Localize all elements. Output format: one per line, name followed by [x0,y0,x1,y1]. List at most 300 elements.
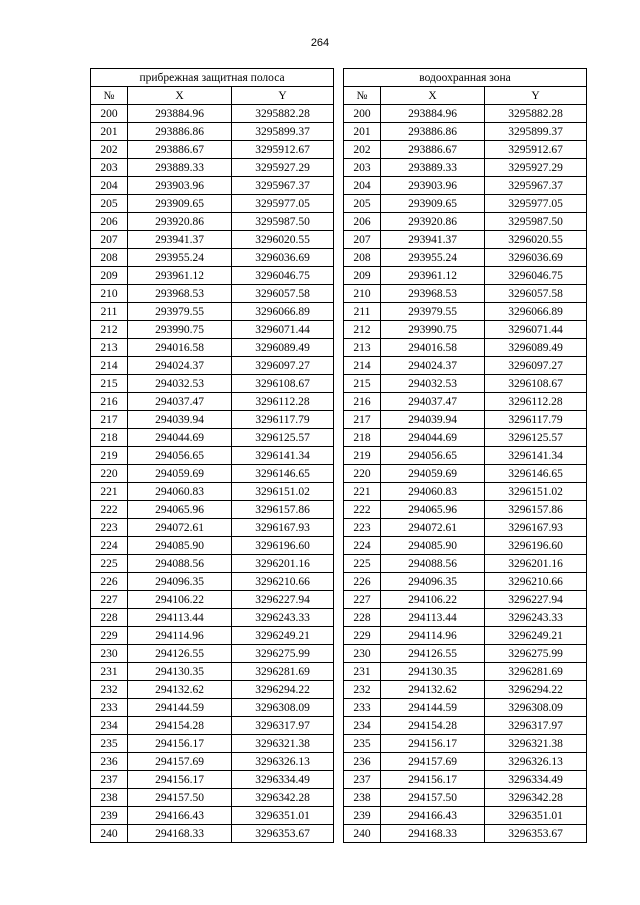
right-point-number-cell: 213 [344,339,381,357]
right-point-number-cell: 231 [344,663,381,681]
right-y-cell: 3296321.38 [485,735,587,753]
left-y-cell: 3296089.49 [232,339,334,357]
right-y-cell: 3296089.49 [485,339,587,357]
right-y-cell: 3296108.67 [485,375,587,393]
left-point-number-cell: 226 [91,573,128,591]
table-row [91,465,587,483]
table-row [91,825,587,843]
left-x-cell: 294168.33 [128,825,232,843]
table-row [91,123,587,141]
right-x-cell: 294154.28 [381,717,485,735]
left-y-cell: 3296227.94 [232,591,334,609]
column-gap [334,645,344,663]
right-x-cell: 294126.55 [381,645,485,663]
right-y-cell: 3296243.33 [485,609,587,627]
left-point-number-cell: 222 [91,501,128,519]
table-row [91,501,587,519]
table-row [91,735,587,753]
left-y-cell: 3296066.89 [232,303,334,321]
right-y-cell: 3296157.86 [485,501,587,519]
left-y-cell: 3296351.01 [232,807,334,825]
left-y-cell: 3296167.93 [232,519,334,537]
right-y-cell: 3295967.37 [485,177,587,195]
column-gap [334,195,344,213]
right-y-cell: 3296342.28 [485,789,587,807]
column-gap [334,699,344,717]
left-x-cell: 294157.69 [128,753,232,771]
left-point-number-cell: 234 [91,717,128,735]
right-y-cell: 3296249.21 [485,627,587,645]
left-x-cell: 293955.24 [128,249,232,267]
left-point-number-cell: 231 [91,663,128,681]
table-row [91,105,587,123]
column-gap [334,411,344,429]
left-point-number-cell: 200 [91,105,128,123]
table-row [91,645,587,663]
left-x-cell: 294106.22 [128,591,232,609]
left-x-cell: 294088.56 [128,555,232,573]
right-point-number-cell: 216 [344,393,381,411]
column-gap [334,321,344,339]
right-y-cell: 3296317.97 [485,717,587,735]
right-point-number-cell: 215 [344,375,381,393]
column-gap [334,807,344,825]
table-row [91,789,587,807]
left-x-cell: 293884.96 [128,105,232,123]
right-y-cell: 3296020.55 [485,231,587,249]
column-gap [334,825,344,843]
right-x-cell: 294044.69 [381,429,485,447]
table-row [91,555,587,573]
column-gap [334,735,344,753]
table-row [91,429,587,447]
right-x-cell: 294156.17 [381,771,485,789]
right-point-number-cell: 222 [344,501,381,519]
left-y-cell: 3295912.67 [232,141,334,159]
left-point-number-cell: 213 [91,339,128,357]
table-row [91,807,587,825]
left-x-cell: 294126.55 [128,645,232,663]
left-y-cell: 3296353.67 [232,825,334,843]
left-x-cell: 294060.83 [128,483,232,501]
right-x-cell: 294096.35 [381,573,485,591]
column-gap [334,339,344,357]
column-gap [334,573,344,591]
table-row [91,159,587,177]
left-point-number-cell: 235 [91,735,128,753]
table-body [91,105,587,843]
coordinates-table [90,68,587,843]
left-y-cell: 3296249.21 [232,627,334,645]
left-x-cell: 294096.35 [128,573,232,591]
left-x-cell: 294024.37 [128,357,232,375]
left-point-number-cell: 224 [91,537,128,555]
table-row [91,609,587,627]
column-gap [334,591,344,609]
right-point-number-cell: 228 [344,609,381,627]
column-gap [334,87,344,105]
right-point-number-cell: 240 [344,825,381,843]
left-y-cell: 3295899.37 [232,123,334,141]
left-point-number-cell: 218 [91,429,128,447]
left-x-cell: 294016.58 [128,339,232,357]
left-y-cell: 3296141.34 [232,447,334,465]
table-row [91,357,587,375]
right-x-cell: 293941.37 [381,231,485,249]
right-y-cell: 3296141.34 [485,447,587,465]
left-y-cell: 3296117.79 [232,411,334,429]
right-x-cell: 294059.69 [381,465,485,483]
left-point-number-cell: 204 [91,177,128,195]
left-point-number-cell: 208 [91,249,128,267]
right-x-cell: 293979.55 [381,303,485,321]
column-gap [334,519,344,537]
left-point-number-cell: 240 [91,825,128,843]
left-x-cell: 294154.28 [128,717,232,735]
left-x-cell: 293979.55 [128,303,232,321]
right-x-cell: 293884.96 [381,105,485,123]
right-y-cell: 3295912.67 [485,141,587,159]
left-point-number-cell: 211 [91,303,128,321]
left-point-number-cell: 209 [91,267,128,285]
left-point-number-cell: 238 [91,789,128,807]
right-point-number-cell: 224 [344,537,381,555]
page-number: 264 [310,37,330,49]
table-row [91,393,587,411]
left-y-cell: 3296243.33 [232,609,334,627]
left-y-cell: 3296342.28 [232,789,334,807]
right-point-number-cell: 235 [344,735,381,753]
header-y: Y [232,87,334,105]
right-y-cell: 3295977.05 [485,195,587,213]
left-x-cell: 293968.53 [128,285,232,303]
right-y-cell: 3296326.13 [485,753,587,771]
table-title-row [91,69,587,87]
right-y-cell: 3296308.09 [485,699,587,717]
right-x-cell: 294144.59 [381,699,485,717]
left-x-cell: 294056.65 [128,447,232,465]
right-point-number-cell: 238 [344,789,381,807]
right-x-cell: 293920.86 [381,213,485,231]
table-row [91,195,587,213]
right-point-number-cell: 207 [344,231,381,249]
left-x-cell: 294065.96 [128,501,232,519]
left-x-cell: 293920.86 [128,213,232,231]
left-point-number-cell: 223 [91,519,128,537]
right-y-cell: 3296036.69 [485,249,587,267]
right-x-cell: 294114.96 [381,627,485,645]
right-x-cell: 293903.96 [381,177,485,195]
right-point-number-cell: 223 [344,519,381,537]
right-x-cell: 294072.61 [381,519,485,537]
column-gap [334,501,344,519]
left-x-cell: 294114.96 [128,627,232,645]
left-point-number-cell: 236 [91,753,128,771]
column-gap [334,213,344,231]
right-y-cell: 3296071.44 [485,321,587,339]
right-point-number-cell: 214 [344,357,381,375]
right-point-number-cell: 202 [344,141,381,159]
header-number: № [344,87,381,105]
left-point-number-cell: 217 [91,411,128,429]
right-point-number-cell: 225 [344,555,381,573]
column-gap [334,627,344,645]
right-y-cell: 3296334.49 [485,771,587,789]
column-gap [334,483,344,501]
table-row [91,663,587,681]
right-y-cell: 3296275.99 [485,645,587,663]
table-row [91,519,587,537]
left-point-number-cell: 215 [91,375,128,393]
left-y-cell: 3296157.86 [232,501,334,519]
right-x-cell: 294024.37 [381,357,485,375]
header-number: № [91,87,128,105]
left-y-cell: 3296112.28 [232,393,334,411]
left-x-cell: 294156.17 [128,771,232,789]
column-gap [334,447,344,465]
left-y-cell: 3296036.69 [232,249,334,267]
right-point-number-cell: 230 [344,645,381,663]
left-x-cell: 294166.43 [128,807,232,825]
right-point-number-cell: 227 [344,591,381,609]
left-x-cell: 293941.37 [128,231,232,249]
right-x-cell: 294065.96 [381,501,485,519]
left-x-cell: 294032.53 [128,375,232,393]
left-point-number-cell: 237 [91,771,128,789]
table-row [91,231,587,249]
left-point-number-cell: 201 [91,123,128,141]
left-point-number-cell: 219 [91,447,128,465]
right-x-cell: 294037.47 [381,393,485,411]
left-y-cell: 3296071.44 [232,321,334,339]
column-gap [334,285,344,303]
right-y-cell: 3296201.16 [485,555,587,573]
right-x-cell: 294132.62 [381,681,485,699]
header-y: Y [485,87,587,105]
right-point-number-cell: 200 [344,105,381,123]
column-gap [334,159,344,177]
left-point-number-cell: 230 [91,645,128,663]
column-gap [334,555,344,573]
right-x-cell: 294039.94 [381,411,485,429]
right-y-cell: 3296066.89 [485,303,587,321]
left-section-title: прибрежная защитная полоса [91,69,334,87]
table-row [91,249,587,267]
column-gap [334,393,344,411]
right-point-number-cell: 219 [344,447,381,465]
left-point-number-cell: 216 [91,393,128,411]
column-gap [334,375,344,393]
column-gap [334,105,344,123]
right-y-cell: 3296146.65 [485,465,587,483]
left-x-cell: 294132.62 [128,681,232,699]
left-x-cell: 293909.65 [128,195,232,213]
right-y-cell: 3296057.58 [485,285,587,303]
right-y-cell: 3296281.69 [485,663,587,681]
left-y-cell: 3296275.99 [232,645,334,663]
right-x-cell: 293968.53 [381,285,485,303]
left-y-cell: 3295977.05 [232,195,334,213]
table-row [91,267,587,285]
right-y-cell: 3296210.66 [485,573,587,591]
table-row [91,573,587,591]
column-gap [334,537,344,555]
left-x-cell: 293961.12 [128,267,232,285]
right-x-cell: 294085.90 [381,537,485,555]
right-point-number-cell: 236 [344,753,381,771]
right-point-number-cell: 206 [344,213,381,231]
right-point-number-cell: 201 [344,123,381,141]
left-y-cell: 3296097.27 [232,357,334,375]
left-point-number-cell: 227 [91,591,128,609]
left-x-cell: 293990.75 [128,321,232,339]
left-y-cell: 3296046.75 [232,267,334,285]
column-gap [334,753,344,771]
column-gap [334,231,344,249]
left-x-cell: 294130.35 [128,663,232,681]
header-x: X [128,87,232,105]
right-y-cell: 3296351.01 [485,807,587,825]
table-row [91,717,587,735]
right-x-cell: 294130.35 [381,663,485,681]
left-y-cell: 3296020.55 [232,231,334,249]
left-x-cell: 293889.33 [128,159,232,177]
left-x-cell: 294156.17 [128,735,232,753]
right-point-number-cell: 218 [344,429,381,447]
left-y-cell: 3296146.65 [232,465,334,483]
right-point-number-cell: 205 [344,195,381,213]
left-y-cell: 3296281.69 [232,663,334,681]
right-y-cell: 3296112.28 [485,393,587,411]
left-point-number-cell: 210 [91,285,128,303]
right-point-number-cell: 234 [344,717,381,735]
left-x-cell: 294085.90 [128,537,232,555]
right-x-cell: 294113.44 [381,609,485,627]
left-point-number-cell: 205 [91,195,128,213]
table-header-row [91,87,587,105]
left-x-cell: 294059.69 [128,465,232,483]
right-x-cell: 293889.33 [381,159,485,177]
right-y-cell: 3296167.93 [485,519,587,537]
left-point-number-cell: 214 [91,357,128,375]
right-section-title: водоохранная зона [344,69,587,87]
left-point-number-cell: 207 [91,231,128,249]
table-row [91,771,587,789]
right-point-number-cell: 209 [344,267,381,285]
table-row [91,213,587,231]
left-y-cell: 3296308.09 [232,699,334,717]
right-y-cell: 3296097.27 [485,357,587,375]
table-row [91,699,587,717]
left-point-number-cell: 202 [91,141,128,159]
column-gap [334,717,344,735]
left-y-cell: 3296334.49 [232,771,334,789]
table-row [91,537,587,555]
right-y-cell: 3296151.02 [485,483,587,501]
right-x-cell: 294166.43 [381,807,485,825]
right-x-cell: 294157.69 [381,753,485,771]
left-y-cell: 3296108.67 [232,375,334,393]
left-point-number-cell: 220 [91,465,128,483]
table-row [91,753,587,771]
table-row [91,141,587,159]
right-y-cell: 3296227.94 [485,591,587,609]
table-row [91,681,587,699]
left-x-cell: 294037.47 [128,393,232,411]
right-y-cell: 3295987.50 [485,213,587,231]
left-point-number-cell: 221 [91,483,128,501]
right-x-cell: 293990.75 [381,321,485,339]
left-y-cell: 3295987.50 [232,213,334,231]
table-row [91,447,587,465]
right-point-number-cell: 208 [344,249,381,267]
table-row [91,321,587,339]
right-x-cell: 294106.22 [381,591,485,609]
right-y-cell: 3296125.57 [485,429,587,447]
right-point-number-cell: 226 [344,573,381,591]
right-x-cell: 294060.83 [381,483,485,501]
left-y-cell: 3295967.37 [232,177,334,195]
left-y-cell: 3296057.58 [232,285,334,303]
left-point-number-cell: 228 [91,609,128,627]
right-x-cell: 293886.67 [381,141,485,159]
right-y-cell: 3296196.60 [485,537,587,555]
right-point-number-cell: 237 [344,771,381,789]
left-point-number-cell: 233 [91,699,128,717]
right-point-number-cell: 217 [344,411,381,429]
left-y-cell: 3296317.97 [232,717,334,735]
table-row [91,339,587,357]
right-point-number-cell: 211 [344,303,381,321]
right-x-cell: 294168.33 [381,825,485,843]
table-row [91,375,587,393]
right-y-cell: 3296046.75 [485,267,587,285]
left-y-cell: 3296196.60 [232,537,334,555]
header-x: X [381,87,485,105]
table-row [91,627,587,645]
left-y-cell: 3296125.57 [232,429,334,447]
right-x-cell: 293961.12 [381,267,485,285]
left-point-number-cell: 203 [91,159,128,177]
column-gap [334,357,344,375]
column-gap [334,609,344,627]
left-y-cell: 3296326.13 [232,753,334,771]
right-point-number-cell: 210 [344,285,381,303]
left-x-cell: 294039.94 [128,411,232,429]
column-gap [334,69,344,87]
left-x-cell: 293886.67 [128,141,232,159]
left-y-cell: 3295927.29 [232,159,334,177]
right-point-number-cell: 220 [344,465,381,483]
right-x-cell: 294156.17 [381,735,485,753]
right-x-cell: 293886.86 [381,123,485,141]
right-point-number-cell: 233 [344,699,381,717]
right-point-number-cell: 239 [344,807,381,825]
table-row [91,177,587,195]
left-y-cell: 3295882.28 [232,105,334,123]
right-x-cell: 294032.53 [381,375,485,393]
left-y-cell: 3296321.38 [232,735,334,753]
column-gap [334,771,344,789]
left-y-cell: 3296210.66 [232,573,334,591]
table-row [91,303,587,321]
column-gap [334,789,344,807]
right-point-number-cell: 229 [344,627,381,645]
right-y-cell: 3295899.37 [485,123,587,141]
column-gap [334,303,344,321]
right-x-cell: 293955.24 [381,249,485,267]
left-x-cell: 294072.61 [128,519,232,537]
